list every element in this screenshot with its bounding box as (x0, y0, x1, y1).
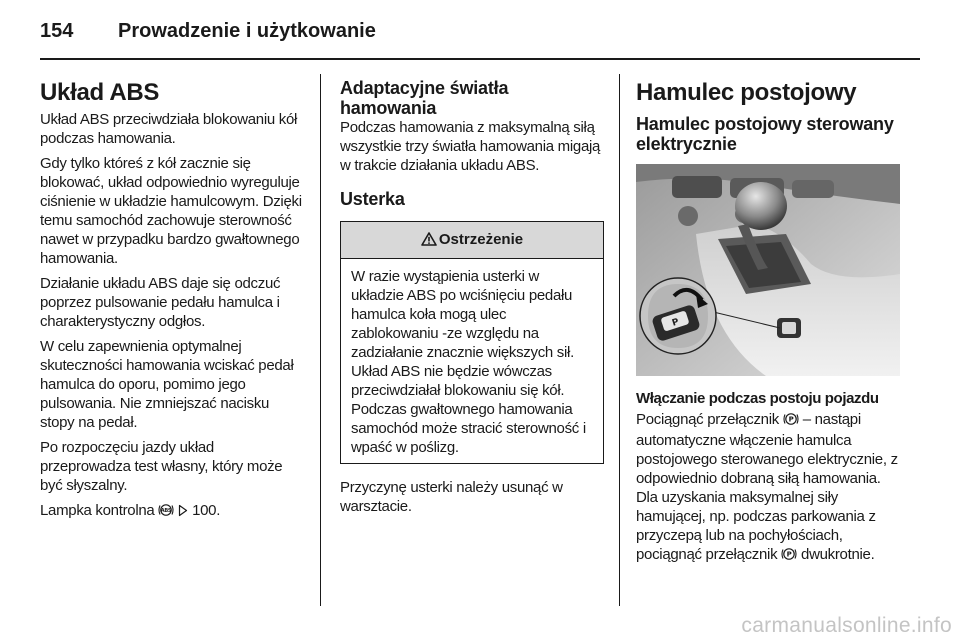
chapter-title: Prowadzenie i użytkowanie (118, 20, 376, 42)
column-brake-lights (340, 74, 604, 522)
warning-text: W razie wystąpienia usterki w układzie ABS po wciśnięciu pedału hamulca koła mogą ulec zablokowaniu -ze względu na zadziałanie znacznie większych sił. Układ ABS nie będzie wówczas przeciwdziałał blokowaniu się kół. Podczas gwałtownego hamowania samochód może stracić sterowność i wpaść w poślizg. (351, 268, 586, 456)
paragraph: Przyczynę usterki należy usunąć w warsztacie. (340, 479, 563, 515)
paragraph: Gdy tylko któreś z kół zacznie się blokować, układ odpowiednio wyreguluje ciśnienie w układzie hamulcowym. Dzięki temu samochód zachowuje sterowność nawet w przypadku bardzo gwałtownego hamowania. (40, 155, 302, 267)
warning-box (340, 221, 604, 464)
section-title-brake-lights: Adaptacyjne światła hamowania (340, 78, 509, 118)
page-number: 154 (40, 20, 74, 42)
warning-header: Ostrzeżenie (341, 222, 603, 259)
svg-text:P: P (788, 415, 794, 424)
section-title-abs: Układ ABS (40, 79, 160, 106)
paragraph: Podczas hamowania z maksymalną siłą wszystkie trzy światła hamowania migają w trakcie działania układu ABS. (340, 119, 601, 174)
page-header (40, 16, 920, 46)
paragraph-engage: Pociągnąć przełącznik P – nastąpi automatyczne włączenie hamulca postojowego sterowanego elektrycznie, z odpowiednio dobraną siłą hamowania. Dla uzyskania maksymalnej siły hamującej, np. podczas parkowania z przyczepą lub na pochyłościach, pociągnąć przełącznik P dwukrotnie. (636, 410, 900, 566)
column-divider (619, 74, 620, 606)
header-rule (40, 58, 920, 60)
subsection-title-electric-brake: Hamulec postojowy sterowany elektrycznie (636, 114, 894, 154)
svg-text:P: P (786, 550, 792, 559)
heading-engage: Włączanie podczas postoju pojazdu (636, 390, 879, 407)
abs-warning-lamp-icon (158, 503, 174, 522)
paragraph: Działanie układu ABS daje się odczuć poprzez pulsowanie pedału hamulca i charakterystyczny odgłos. (40, 275, 281, 330)
section-title-parking-brake: Hamulec postojowy (636, 79, 857, 106)
paragraph-lamp: Lampka kontrolna ABS 100. (40, 501, 306, 522)
svg-text:P: P (670, 317, 681, 329)
subsection-title-fault: Usterka (340, 189, 405, 209)
warning-triangle-icon (421, 232, 437, 246)
parking-brake-photo (636, 164, 900, 376)
paragraph: W celu zapewnienia optymalnej skuteczności hamowania wciskać pedał hamulca do oporu, pomimo jego pulsowania. Nie zmniejszać nacisku stopy na pedał. (40, 338, 294, 431)
column-parking-brake (636, 74, 900, 572)
page-reference-arrow-icon (178, 503, 188, 522)
column-divider (320, 74, 321, 606)
paragraph: Po rozpoczęciu jazdy układ przeprowadza test własny, który może być słyszalny. (40, 439, 283, 494)
parking-brake-switch-icon (781, 547, 797, 566)
svg-text:ABS: ABS (161, 508, 172, 515)
paragraph: Układ ABS przeciwdziała blokowaniu kół podczas hamowania. (40, 111, 298, 147)
watermark: carmanualsonline.info (741, 614, 952, 637)
column-abs (40, 74, 306, 528)
parking-brake-switch-icon (783, 412, 799, 431)
